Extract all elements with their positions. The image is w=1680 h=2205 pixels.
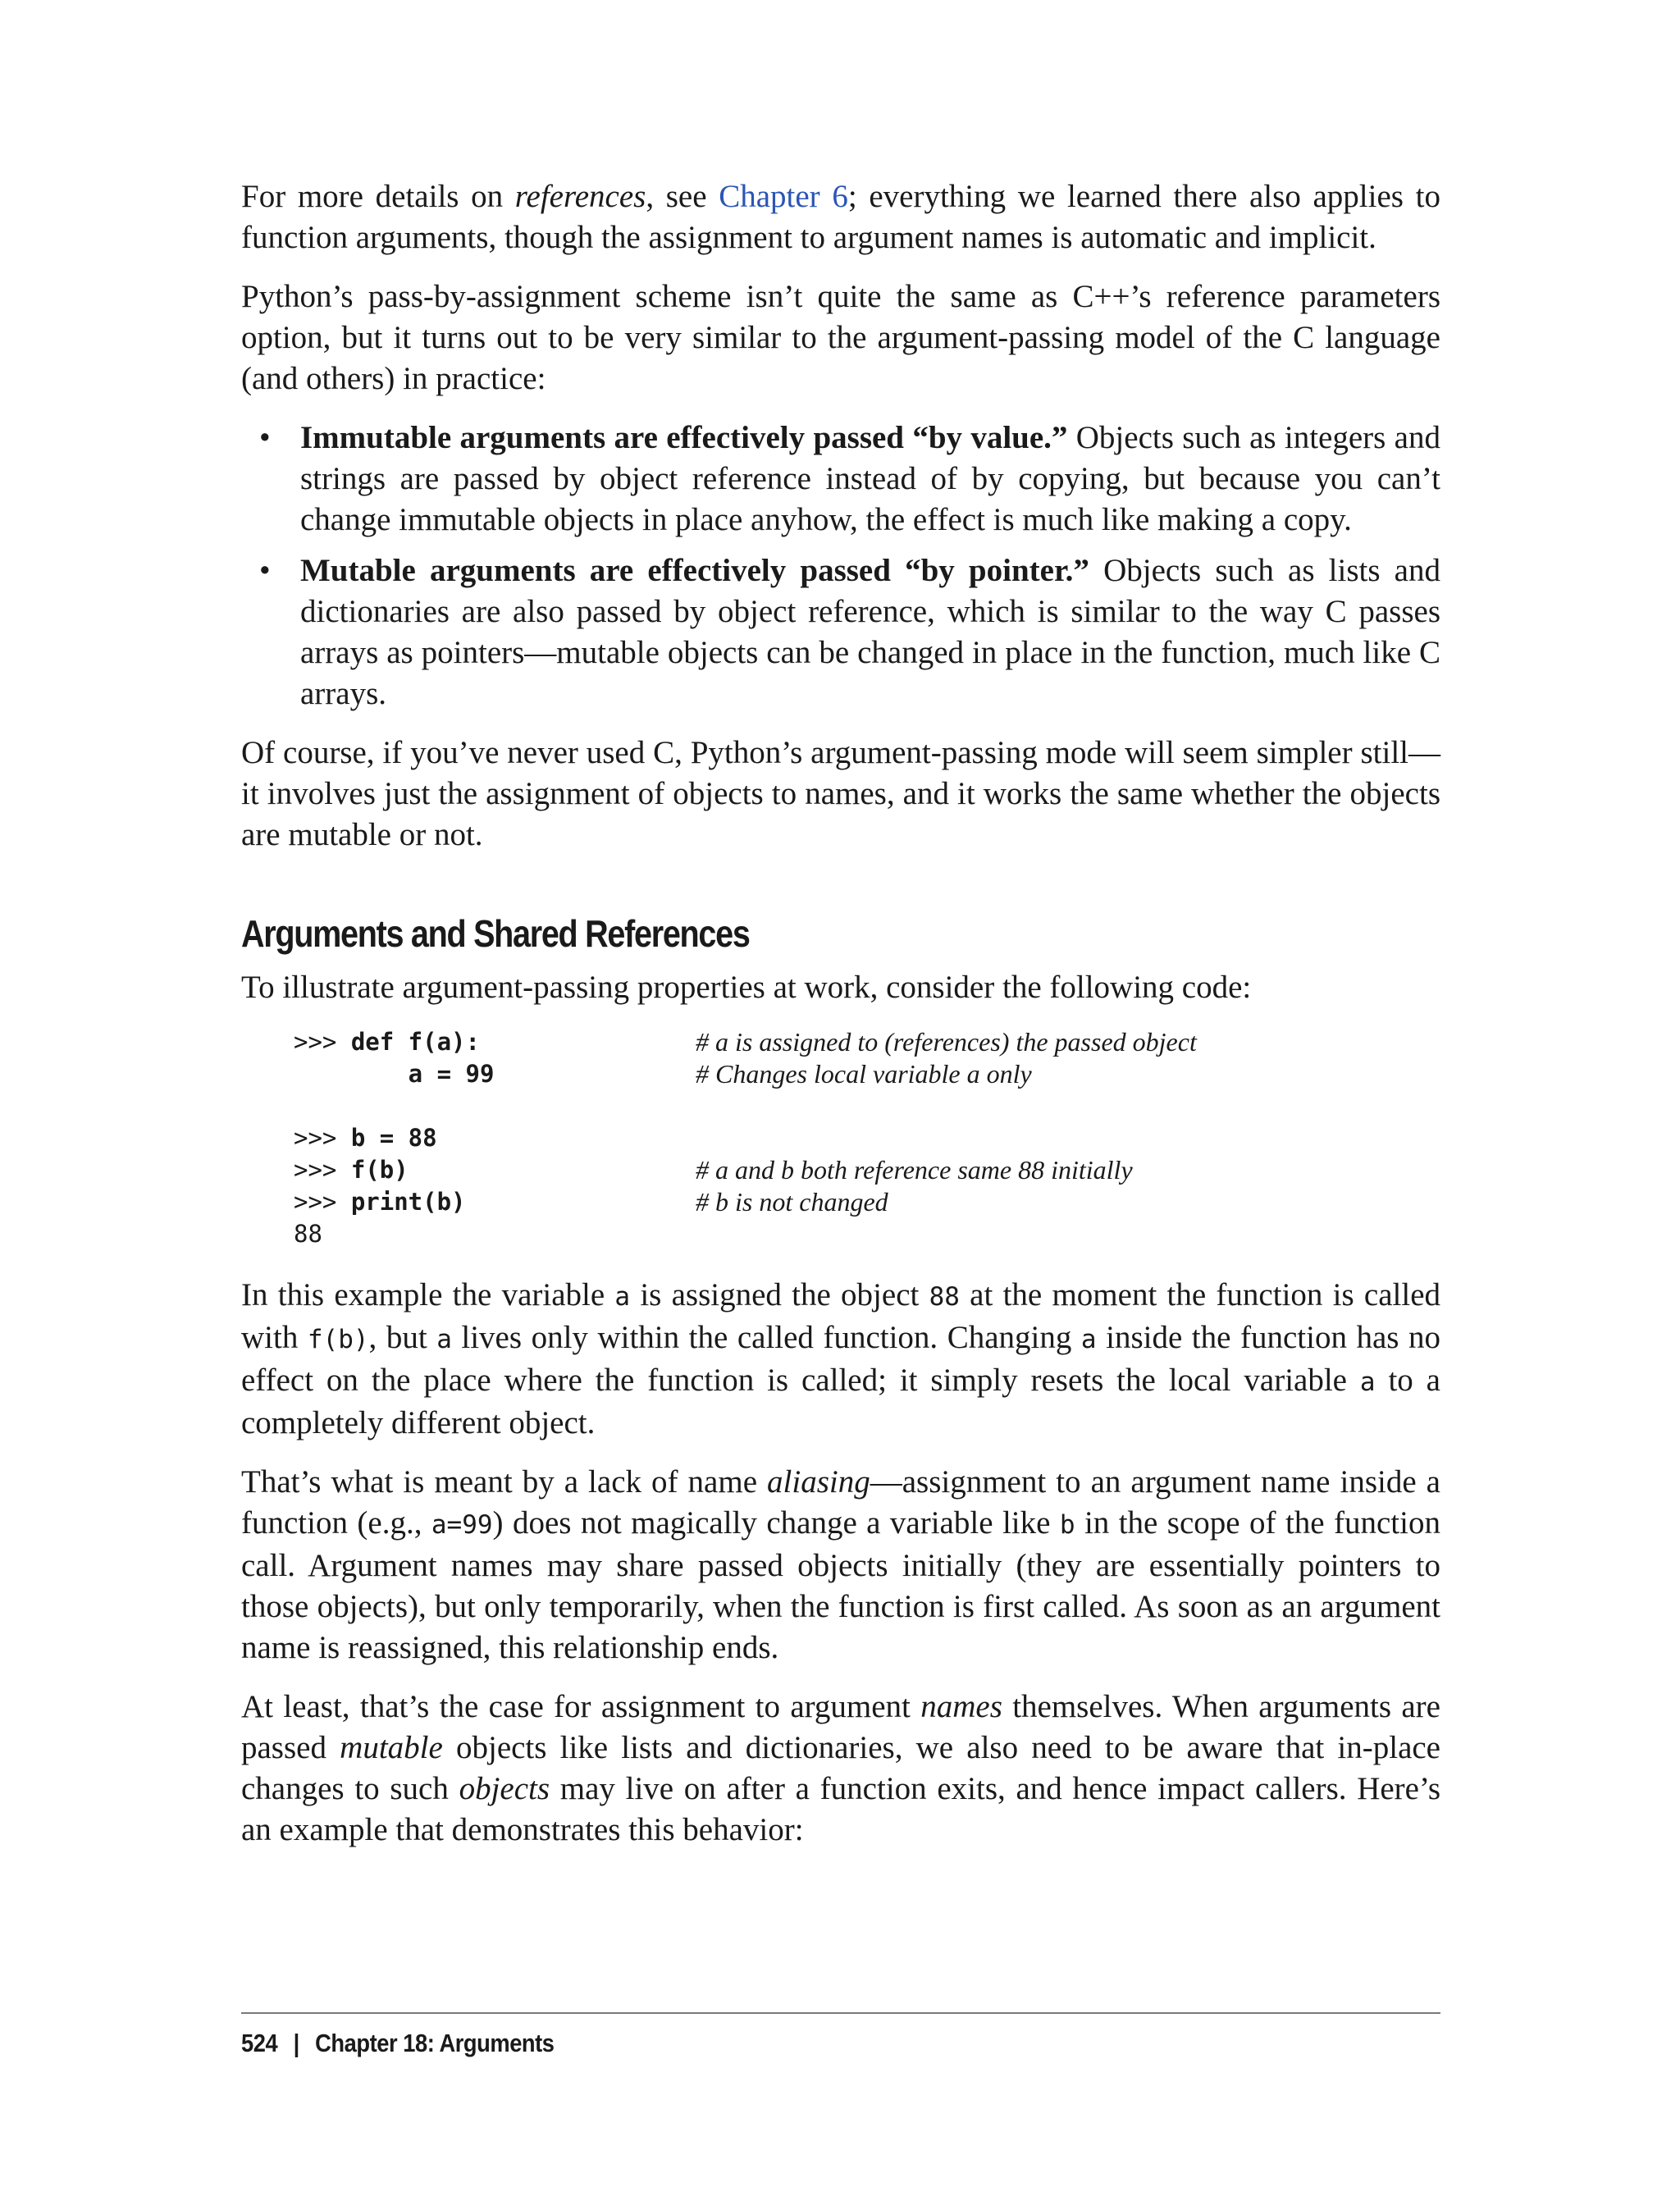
list-item: • Immutable arguments are effectively passed “by value.” Objects such as integers and strings are passed by object reference instead of by copying, but because you can’t change immutable objects in place anyhow, the effect is much like making a copy. [241, 418, 1440, 541]
bullet-icon: • [259, 420, 271, 455]
code-line: >>> print(b) # b is not changed [294, 1187, 888, 1217]
code-line: >>> def f(a): # a is assigned to (references) the passed object [294, 1027, 1197, 1057]
intro-paragraph: For more details on references, see Chapter 6; everything we learned there also applies to function arguments, though the assignment to argument names is automatic and implicit. [241, 179, 1440, 255]
page-number: 524 [241, 2029, 278, 2057]
mutable-objects-paragraph: At least, that’s the case for assignment to argument names themselves. When arguments are passed mutable objects like lists and dictionaries, we also need to be aware that in-place changes to such objects may live on after a function exits, and hence impact callers. Here’s an example that demonstrates this behavior: [241, 1689, 1440, 1847]
page-content [241, 176, 1440, 1869]
pass-by-assignment-paragraph: Python’s pass-by-assignment scheme isn’t quite the same as C++’s reference parameters option, but it turns out to be very similar to the argument-passing model of the C language (and others) in practice: [241, 279, 1440, 396]
code-comment: # b is not changed [696, 1187, 888, 1217]
code-blank-line [294, 1090, 1440, 1122]
page-footer [241, 2012, 1440, 2058]
code-line: a = 99 # Changes local variable a only [294, 1059, 1032, 1089]
footer-text [241, 2029, 1297, 2058]
argument-passing-list [241, 418, 1440, 714]
summary-paragraph: Of course, if you’ve never used C, Python’s argument-passing mode will seem simpler still—it involves just the assignment of objects to names, and it works the same whether the objects are mutable or not. [241, 735, 1440, 852]
section-heading: Arguments and Shared References [241, 912, 750, 955]
code-comment: # a is assigned to (references) the passed object [696, 1027, 1197, 1057]
running-chapter-title: Chapter 18: Arguments [315, 2029, 555, 2057]
footer-separator: | [293, 2029, 299, 2057]
code-comment: # a and b both reference same 88 initially [696, 1155, 1133, 1185]
list-item: • Mutable arguments are effectively passed “by pointer.” Objects such as lists and dictionaries are also passed by object reference, which is similar to the way C passes arrays as pointers—mutable objects can be changed in place in the function, much like C arrays. [241, 550, 1440, 714]
chapter-6-link[interactable]: Chapter 6 [719, 179, 848, 214]
bullet-icon: • [259, 553, 271, 588]
code-comment: # Changes local variable a only [696, 1059, 1032, 1089]
code-example [294, 1026, 1440, 1250]
example-explanation-paragraph: In this example the variable a is assigned the object 88 at the moment the function is called with f(b), but a lives only within the called function. Changing a inside the function has no effect on the place where the function is called; it simply resets the local variable a to a completely different object. [241, 1277, 1441, 1440]
code-line: >>> b = 88 [294, 1124, 437, 1152]
code-output-line: 88 [294, 1220, 322, 1248]
code-line: >>> f(b) # a and b both reference same 88 initially [294, 1155, 1133, 1185]
aliasing-paragraph: That’s what is meant by a lack of name aliasing—assignment to an argument name inside a function (e.g., a=99) does not magically change a variable like b in the scope of the function call. Argument names may share passed objects initially (they are essentially pointers to those objects), but only temporarily, when the function is first called. As soon as an argument name is reassigned, this relationship ends. [241, 1464, 1440, 1665]
section-lead-paragraph: To illustrate argument-passing properties at work, consider the following code: [241, 970, 1252, 1005]
